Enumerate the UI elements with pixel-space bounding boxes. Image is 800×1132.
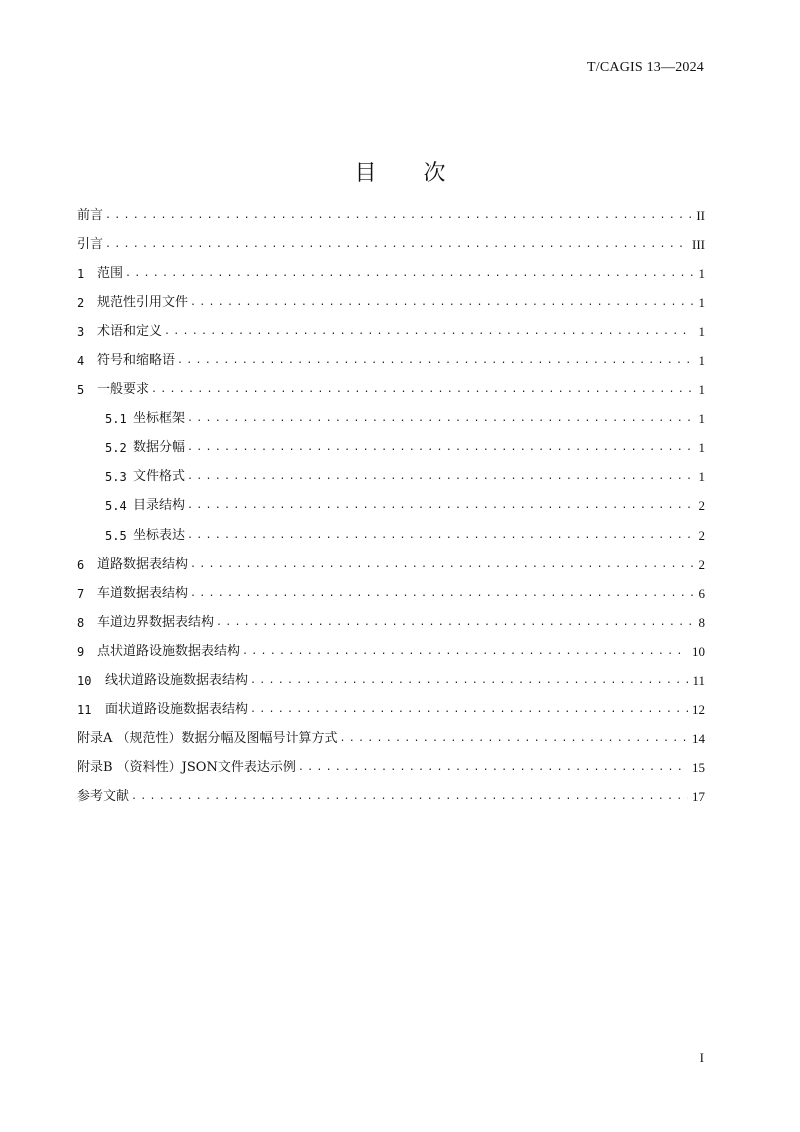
- toc-entry-label: 参考文献: [77, 789, 130, 805]
- table-of-contents: [77, 201, 705, 812]
- toc-entry-label: 车道数据表结构: [97, 585, 189, 601]
- toc-entry-label: 附录B （资料性）JSON文件表达示例: [77, 760, 296, 776]
- toc-entry-page: 2: [698, 498, 705, 514]
- toc-entry[interactable]: [77, 288, 705, 317]
- toc-entry-label: 点状道路设施数据表结构: [97, 643, 241, 659]
- toc-entry[interactable]: [77, 608, 705, 637]
- toc-entry-page: 2: [698, 527, 705, 543]
- toc-dot-leader: [298, 760, 688, 776]
- toc-dot-leader: [164, 324, 693, 340]
- toc-dot-leader: [190, 586, 693, 602]
- toc-dot-leader: [177, 353, 693, 369]
- toc-entry-page: 14: [692, 731, 705, 747]
- toc-dot-leader: [151, 382, 693, 398]
- toc-dot-leader: [187, 440, 693, 456]
- toc-entry-page: 15: [692, 760, 705, 776]
- page-folio: I: [699, 1050, 704, 1065]
- toc-entry[interactable]: [77, 725, 705, 754]
- toc-dot-leader: [250, 702, 688, 718]
- toc-entry-number: 1: [77, 266, 85, 281]
- toc-entry-page: 10: [692, 643, 705, 659]
- toc-entry-label: 车道边界数据表结构: [97, 614, 215, 630]
- toc-dot-leader: [105, 237, 688, 253]
- toc-entry-label: 文件格式: [133, 469, 186, 485]
- toc-entry-number: 2: [77, 295, 85, 310]
- toc-entry-label: 范围: [97, 265, 124, 281]
- toc-entry[interactable]: [77, 492, 705, 521]
- standard-code: T/CAGIS 13—2024: [587, 60, 704, 75]
- toc-entry[interactable]: [77, 521, 705, 550]
- toc-entry-page: III: [692, 236, 705, 252]
- toc-entry[interactable]: [77, 317, 705, 346]
- toc-entry-label: 规范性引用文件: [97, 294, 189, 310]
- toc-entry[interactable]: [77, 754, 705, 783]
- toc-entry[interactable]: [77, 346, 705, 375]
- toc-entry-label: 符号和缩略语: [97, 353, 176, 369]
- toc-entry-label: 面状道路设施数据表结构: [105, 702, 249, 718]
- toc-entry[interactable]: [77, 550, 705, 579]
- toc-dot-leader: [105, 208, 692, 224]
- toc-dot-leader: [187, 528, 693, 544]
- toc-dot-leader: [125, 266, 693, 282]
- toc-entry-page: 1: [698, 265, 705, 281]
- toc-entry-number: 4: [77, 354, 85, 369]
- toc-entry-label: 目录结构: [133, 498, 186, 514]
- toc-entry-page: 1: [698, 411, 705, 427]
- toc-entry-page: 12: [692, 702, 705, 718]
- toc-entry[interactable]: [77, 259, 705, 288]
- toc-entry-number: 3: [77, 324, 85, 339]
- toc-entry-number: 8: [77, 615, 85, 630]
- toc-entry-page: 1: [698, 323, 705, 339]
- toc-entry-page: 2: [698, 556, 705, 572]
- toc-dot-leader: [190, 557, 693, 573]
- toc-entry-label: 附录A （规范性）数据分幅及图幅号计算方式: [77, 731, 338, 747]
- toc-entry-number: 10: [77, 674, 92, 689]
- toc-entry-number: 5.4: [105, 499, 127, 514]
- toc-entry-label: 一般要求: [97, 382, 150, 398]
- toc-entry[interactable]: [77, 201, 705, 230]
- toc-entry-number: 5.2: [105, 441, 127, 456]
- toc-title: 目 次: [354, 160, 466, 186]
- toc-entry-label: 前言: [77, 207, 104, 223]
- toc-entry-label: 引言: [77, 236, 104, 252]
- toc-entry[interactable]: [77, 405, 705, 434]
- toc-entry-number: 5.1: [105, 412, 127, 427]
- toc-entry-page: 11: [692, 673, 705, 689]
- toc-entry[interactable]: [77, 667, 705, 696]
- toc-entry-number: 9: [77, 644, 85, 659]
- toc-entry-page: 1: [698, 353, 705, 369]
- toc-entry[interactable]: [77, 434, 705, 463]
- toc-entry-page: 1: [698, 294, 705, 310]
- toc-entry-number: 5.5: [105, 528, 127, 543]
- toc-entry-number: 7: [77, 586, 85, 601]
- toc-entry-page: 1: [698, 440, 705, 456]
- toc-dot-leader: [187, 469, 693, 485]
- toc-dot-leader: [187, 498, 693, 514]
- toc-entry-number: 11: [77, 703, 92, 718]
- toc-dot-leader: [190, 295, 693, 311]
- toc-entry-label: 坐标框架: [133, 411, 186, 427]
- toc-entry[interactable]: [77, 637, 705, 666]
- toc-entry-number: 5: [77, 383, 85, 398]
- toc-entry-page: 8: [698, 614, 705, 630]
- toc-dot-leader: [340, 731, 688, 747]
- toc-dot-leader: [250, 673, 688, 689]
- toc-entry-page: 17: [692, 789, 705, 805]
- toc-entry-page: 1: [698, 382, 705, 398]
- toc-entry[interactable]: [77, 783, 705, 812]
- toc-dot-leader: [216, 615, 693, 631]
- toc-entry-page: 1: [698, 469, 705, 485]
- toc-entry-page: II: [696, 207, 705, 223]
- toc-dot-leader: [187, 411, 693, 427]
- toc-dot-leader: [131, 789, 688, 805]
- toc-entry[interactable]: [77, 230, 705, 259]
- toc-dot-leader: [242, 644, 688, 660]
- toc-entry-label: 术语和定义: [97, 323, 163, 339]
- toc-entry[interactable]: [77, 696, 705, 725]
- toc-entry-label: 道路数据表结构: [97, 556, 189, 572]
- toc-entry-label: 线状道路设施数据表结构: [105, 673, 249, 689]
- toc-entry[interactable]: [77, 376, 705, 405]
- toc-entry-label: 数据分幅: [133, 440, 186, 456]
- toc-entry-label: 坐标表达: [133, 527, 186, 543]
- toc-entry[interactable]: [77, 579, 705, 608]
- toc-entry-number: 6: [77, 557, 85, 572]
- toc-entry-page: 6: [698, 585, 705, 601]
- toc-entry-number: 5.3: [105, 470, 127, 485]
- toc-entry[interactable]: [77, 463, 705, 492]
